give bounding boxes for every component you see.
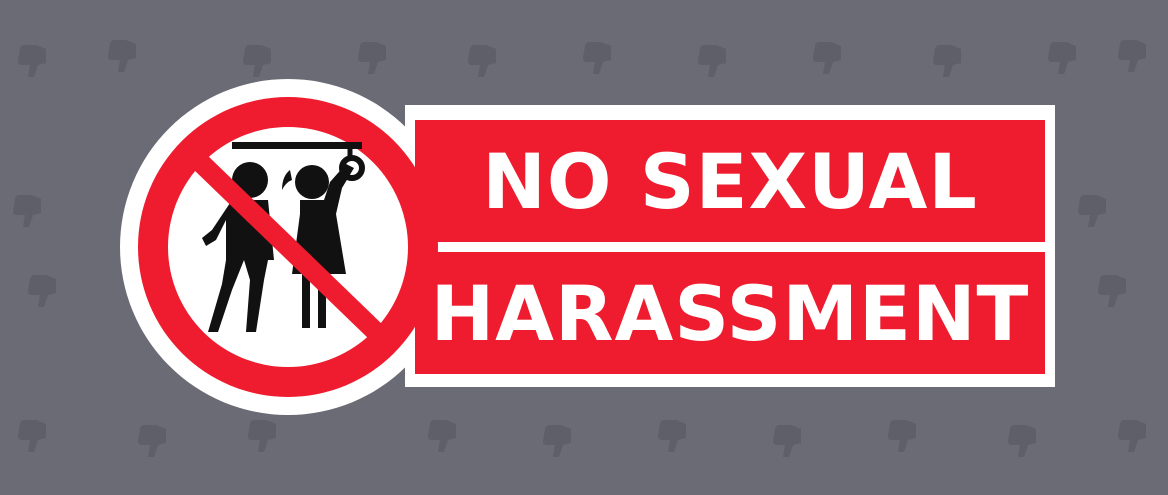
prohibition-circle-icon xyxy=(138,97,438,397)
sign-line-1: NO SEXUAL xyxy=(482,136,978,226)
sign-line-2: HARASSMENT xyxy=(430,268,1030,358)
